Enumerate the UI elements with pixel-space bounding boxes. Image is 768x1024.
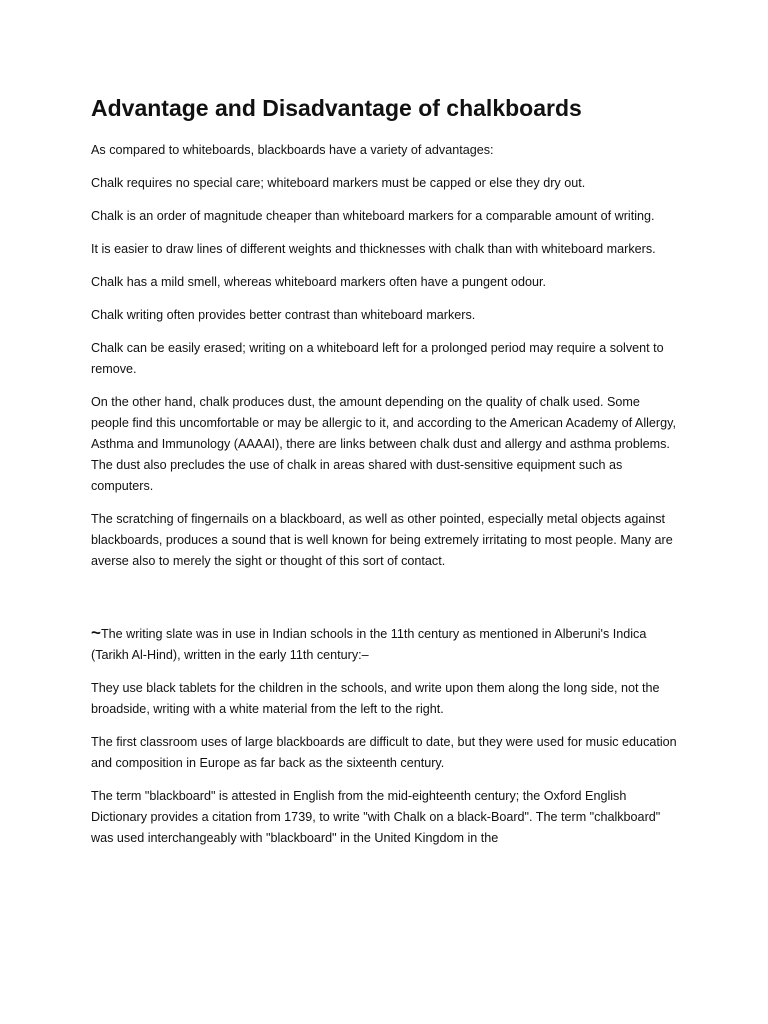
paragraph-cheaper: Chalk is an order of magnitude cheaper than whiteboard markers for a comparable amount of writing.: [91, 209, 655, 223]
document-title: Advantage and Disadvantage of chalkboards: [91, 95, 582, 121]
paragraph-first-classroom-uses: The first classroom uses of large blackboards are difficult to date, but they were used for music education and composition in Europe as far back as the sixteenth century.: [91, 735, 677, 770]
paragraph-history-intro: [91, 624, 681, 666]
paragraph-black-tablets: They use black tablets for the children in the schools, and write upon them along the long side, not the broadside, writing with a white material from the left to the right.: [91, 681, 660, 716]
paragraph-erasing: Chalk can be easily erased; writing on a whiteboard left for a prolonged period may require a solvent to remove.: [91, 341, 664, 376]
paragraph-line-weights: It is easier to draw lines of different weights and thicknesses with chalk than with whiteboard markers.: [91, 242, 656, 256]
paragraph-smell: Chalk has a mild smell, whereas whiteboard markers often have a pungent odour.: [91, 275, 547, 289]
paragraph-dust: On the other hand, chalk produces dust, the amount depending on the quality of chalk used. Some people find this uncomfortable or may be allergic to it, and according to the American Academy of Allergy, Asthma and Immunology (AAAAI), there are links between chalk dust and allergy and asthma problems. The dust also precludes the use of chalk in areas shared with dust-sensitive equipment such as computers.: [91, 395, 676, 493]
history-intro-text: The writing slate was in use in Indian schools in the 11th century as mentioned in Alberuni's Indica (Tarikh Al-Hind), written in the early 11th century:–: [91, 627, 647, 662]
paragraph-advantages-intro: As compared to whiteboards, blackboards have a variety of advantages:: [91, 143, 494, 157]
paragraph-term-blackboard: The term "blackboard" is attested in English from the mid-eighteenth century; the Oxford English Dictionary provides a citation from 1739, to write "with Chalk on a black-Board". The term "chalkboard" was used interchangeably with "blackboard" in the United Kingdom in the: [91, 789, 661, 845]
paragraph-scratching: The scratching of fingernails on a blackboard, as well as other pointed, especially metal objects against blackboards, produces a sound that is well known for being extremely irritating to most people. Many are averse also to merely the sight or thought of this sort of contact.: [91, 512, 673, 568]
paragraph-no-special-care: Chalk requires no special care; whiteboard markers must be capped or else they dry out.: [91, 176, 586, 190]
tilde-marker: ~: [91, 623, 101, 642]
paragraph-contrast: Chalk writing often provides better contrast than whiteboard markers.: [91, 308, 476, 322]
section-spacer: [91, 584, 681, 624]
document-page: [91, 92, 681, 861]
